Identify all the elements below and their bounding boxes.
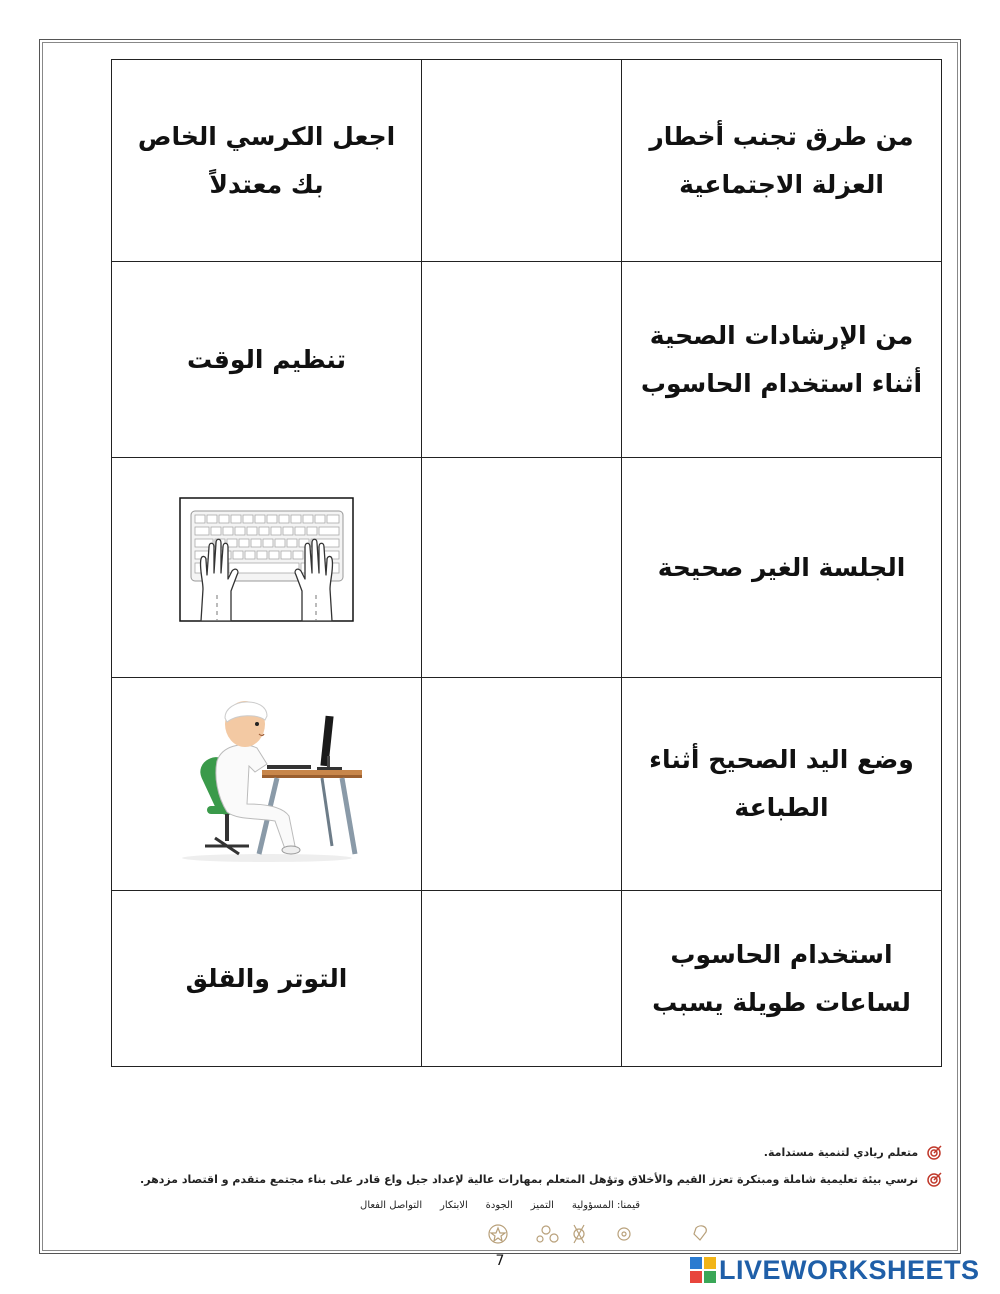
value-item: الجودة <box>485 1200 513 1211</box>
prompt-cell: استخدام الحاسوب لساعات طويلة يسبب <box>622 891 942 1067</box>
answer-drop-cell[interactable] <box>422 60 622 262</box>
boy-at-computer-image <box>167 686 367 866</box>
target-icon <box>926 1172 942 1188</box>
communication-icon <box>694 1226 706 1240</box>
option-cell[interactable]: التوتر والقلق <box>112 891 422 1067</box>
values-label: قيمنا: المسؤولية <box>571 1200 640 1211</box>
table-row <box>112 458 942 678</box>
mission-text: نرسي بيئة تعليمية شاملة ومبتكرة تعزز القيم والأخلاق وتؤهل المتعلم بمهارات عالية لإعداد جيل واع قادر على بناء مجتمع متقدم و اقتصاد مزدهر. <box>140 1173 919 1186</box>
answer-drop-cell[interactable] <box>422 678 622 891</box>
answer-drop-cell[interactable] <box>422 458 622 678</box>
option-cell-image[interactable] <box>112 458 422 678</box>
table-row <box>112 262 942 458</box>
vision-text: متعلم ريادي لتنمية مستدامة. <box>763 1146 919 1159</box>
option-cell-image[interactable] <box>112 678 422 891</box>
table-row <box>112 678 942 891</box>
lws-wordmark: LIVEWORKSHEETS <box>719 1254 980 1285</box>
quality-icon <box>574 1225 584 1243</box>
answer-drop-cell[interactable] <box>422 891 622 1067</box>
excellence-icon <box>542 1226 550 1234</box>
vision-statement <box>764 1145 942 1161</box>
values-icons <box>484 1220 724 1248</box>
option-cell[interactable]: تنظيم الوقت <box>112 262 422 458</box>
values-row <box>360 1200 640 1211</box>
mission-statement <box>140 1172 942 1188</box>
keyboard-hands-image <box>179 497 354 622</box>
page-number: 7 <box>495 1253 505 1269</box>
innovation-icon <box>618 1228 630 1240</box>
value-item: الابتكار <box>440 1200 468 1211</box>
target-icon <box>926 1145 942 1161</box>
prompt-cell: من الإرشادات الصحية أثناء استخدام الحاسوب <box>622 262 942 458</box>
value-item: التواصل الفعال <box>360 1200 423 1211</box>
table-row <box>112 891 942 1067</box>
prompt-cell: وضع اليد الصحيح أثناء الطباعة <box>622 678 942 891</box>
table-row <box>112 60 942 262</box>
matching-table <box>111 59 942 1067</box>
lws-badge-icon <box>690 1257 716 1283</box>
prompt-cell: من طرق تجنب أخطار العزلة الاجتماعية <box>622 60 942 262</box>
liveworksheets-logo <box>690 1256 980 1284</box>
option-cell[interactable]: اجعل الكرسي الخاص بك معتدلاً <box>112 60 422 262</box>
prompt-cell: الجلسة الغير صحيحة <box>622 458 942 678</box>
value-item: التميز <box>530 1200 554 1211</box>
answer-drop-cell[interactable] <box>422 262 622 458</box>
